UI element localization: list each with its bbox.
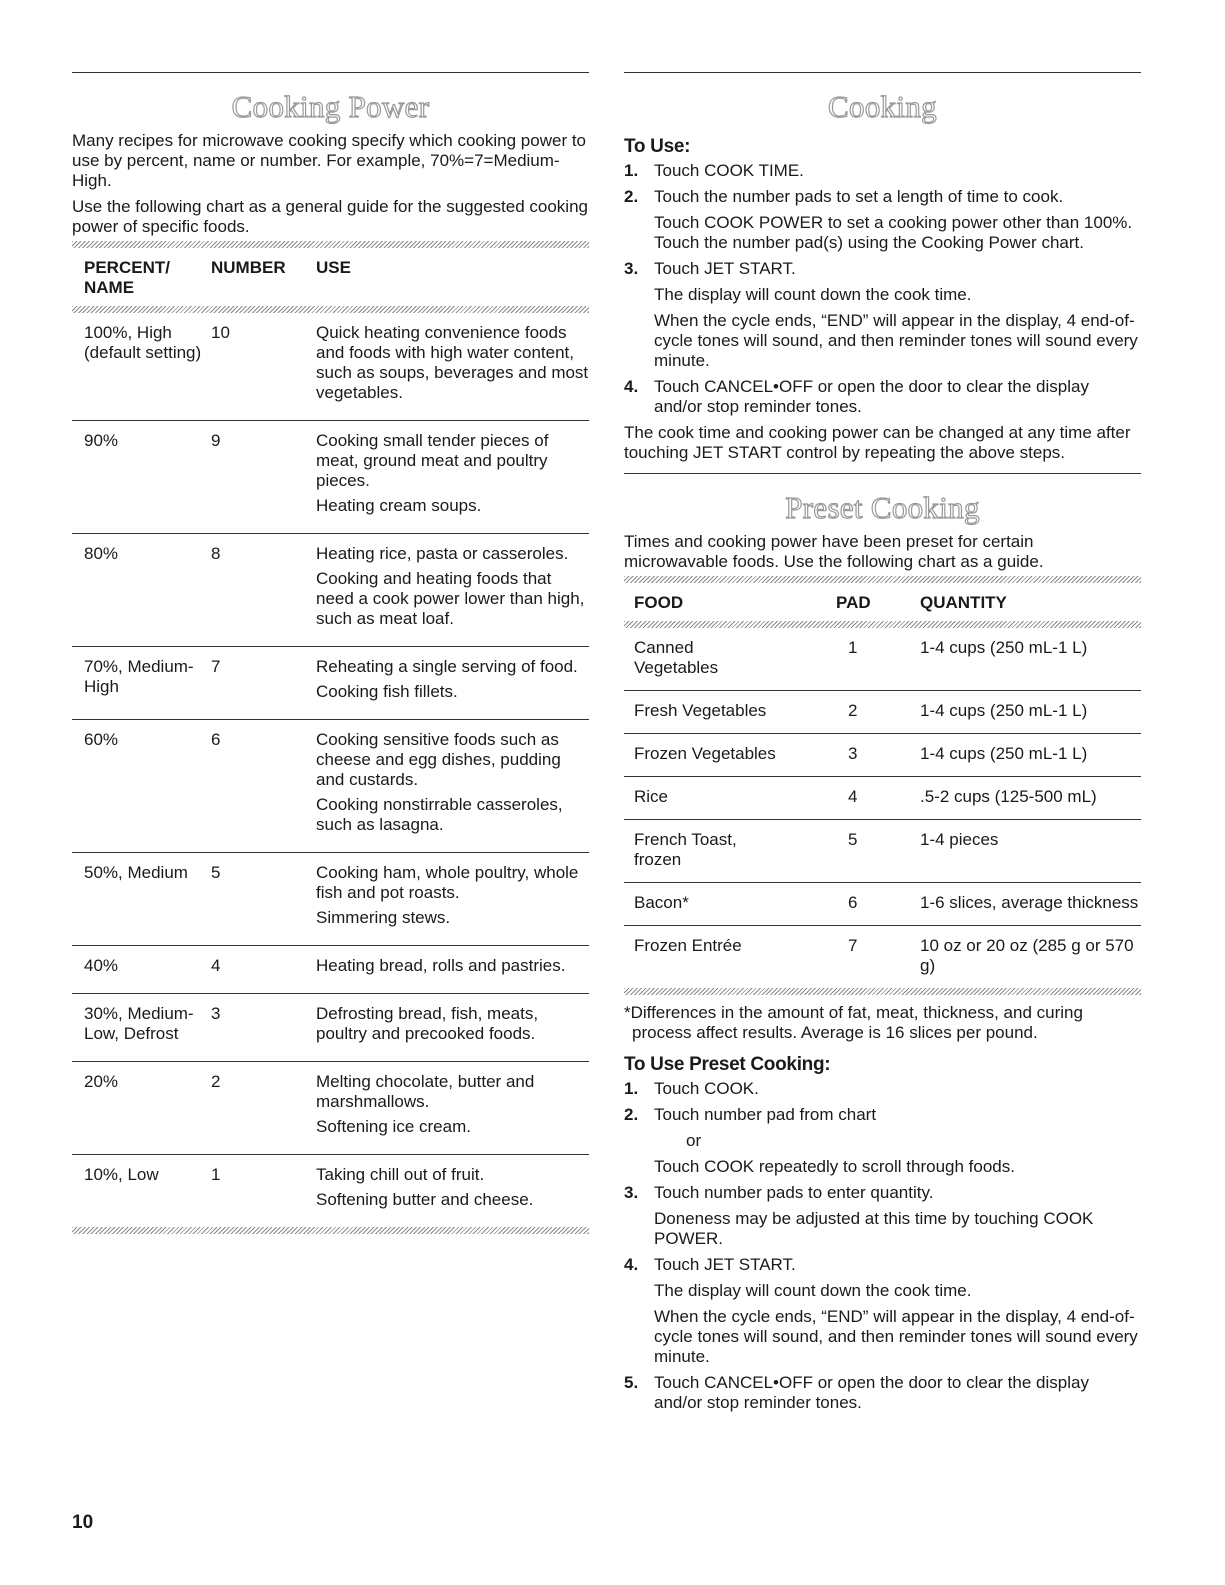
step-item: [624, 1079, 1141, 1099]
percent-cell: 50%, Medium: [72, 853, 211, 946]
preset-steps: [624, 1079, 1141, 1413]
table-row: [72, 1155, 589, 1228]
use-cell: [316, 946, 589, 994]
step-item: [624, 187, 1141, 253]
step-number: 3.: [624, 259, 639, 278]
cooking-power-title: Cooking Power: [231, 89, 430, 124]
section-rule: [624, 473, 1141, 474]
number-cell: 3: [211, 994, 316, 1062]
step-text: Touch number pads to enter quantity.: [654, 1183, 934, 1202]
use-line: Cooking sensitive foods such as cheese and egg dishes, pudding and custards.: [316, 730, 561, 789]
quantity-cell: .5-2 cups (125-500 mL): [920, 777, 1141, 820]
use-line: Softening ice cream.: [316, 1117, 471, 1136]
percent-cell: 40%: [72, 946, 211, 994]
use-cell: [316, 994, 589, 1062]
hatch-divider: [624, 621, 1141, 628]
header-use: USE: [316, 258, 351, 277]
table-row: [624, 691, 1141, 734]
table-row: [72, 421, 589, 534]
percent-cell: 60%: [72, 720, 211, 853]
step-item: [624, 259, 1141, 371]
percent-cell: 30%, Medium-Low, Defrost: [72, 994, 211, 1062]
pad-cell: 7: [848, 936, 858, 955]
use-line: Softening butter and cheese.: [316, 1190, 534, 1209]
hatch-divider: [72, 241, 589, 248]
quantity-cell: 1-6 slices, average thickness: [920, 883, 1141, 926]
step-or: or: [686, 1131, 702, 1150]
footnote-line-1: *Differences in the amount of fat, meat, thickness, and curing: [624, 1003, 1083, 1022]
use-line: Cooking small tender pieces of meat, ground meat and poultry pieces.: [316, 431, 549, 490]
number-cell: 6: [211, 720, 316, 853]
use-line: Cooking nonstirrable casseroles, such as lasagna.: [316, 795, 563, 834]
pad-cell: 4: [836, 777, 920, 820]
header-quantity: QUANTITY: [920, 593, 1007, 612]
food-cell: Canned Vegetables: [624, 628, 836, 691]
table-row: [72, 313, 589, 421]
step-number: 1.: [624, 1079, 639, 1098]
header-food: FOOD: [634, 593, 684, 612]
food-cell: Frozen Vegetables: [624, 734, 836, 777]
table-row: [72, 994, 589, 1062]
use-line: Heating rice, pasta or casseroles.: [316, 544, 569, 563]
use-cell: [316, 534, 589, 647]
page-number: 10: [72, 1512, 94, 1533]
step-text: Touch the number pads to set a length of time to cook.: [654, 187, 1064, 206]
use-line: Cooking and heating foods that need a cook power lower than high, such as meat loaf.: [316, 569, 585, 628]
step-number: 2.: [624, 1105, 639, 1124]
table-row: [624, 820, 1141, 883]
step-text: Touch CANCEL•OFF or open the door to clear the display and/or stop reminder tones.: [654, 1373, 1089, 1412]
hatch-divider: [624, 576, 1141, 583]
step-detail: When the cycle ends, “END” will appear in the display, 4 end-of-cycle tones will sound, and then reminder tones will sound every minute.: [654, 311, 1138, 370]
step-item: [624, 1373, 1141, 1413]
use-line: Heating bread, rolls and pastries.: [316, 956, 566, 975]
table-row: [72, 720, 589, 853]
percent-cell: 100%, High (default setting): [72, 313, 211, 421]
percent-cell: 70%, Medium-High: [72, 647, 211, 720]
step-text: Touch COOK TIME.: [654, 161, 804, 180]
use-line: Reheating a single serving of food.: [316, 657, 578, 676]
use-line: Quick heating convenience foods and foods with high water content, such as soups, beverages and most vegetables.: [316, 323, 589, 402]
use-line: Taking chill out of fruit.: [316, 1165, 485, 1184]
step-item: [624, 1183, 1141, 1249]
quantity-cell: 10 oz or 20 oz (285 g or 570 g): [920, 936, 1134, 975]
food-cell: Fresh Vegetables: [624, 691, 836, 734]
number-cell: 9: [211, 421, 316, 534]
use-line: Heating cream soups.: [316, 496, 482, 515]
cooking-power-table-body: [72, 313, 589, 1227]
step-detail: When the cycle ends, “END” will appear in the display, 4 end-of-cycle tones will sound, and then reminder tones will sound every minute.: [654, 1307, 1138, 1366]
step-number: 1.: [624, 161, 639, 180]
use-cell: [316, 313, 589, 421]
table-row: [624, 628, 1141, 691]
use-cell: [316, 421, 589, 534]
step-text: Touch JET START.: [654, 1255, 796, 1274]
hatch-divider: [72, 1227, 589, 1234]
cooking-power-table: [72, 248, 589, 1227]
hatch-divider: [624, 988, 1141, 995]
use-line: Simmering stews.: [316, 908, 451, 927]
preset-table: [624, 583, 1141, 988]
use-cell: [316, 647, 589, 720]
use-cell: [316, 1155, 589, 1228]
table-row: [624, 926, 1141, 989]
step-text: Touch JET START.: [654, 259, 796, 278]
table-header-row: [624, 583, 1141, 621]
food-cell: French Toast, frozen: [624, 820, 836, 883]
use-line: Melting chocolate, butter and marshmallows.: [316, 1072, 535, 1111]
cooking-steps: [624, 161, 1141, 417]
step-number: 2.: [624, 187, 639, 206]
use-cell: [316, 720, 589, 853]
cooking-section: [624, 72, 1141, 1419]
step-item: [624, 1255, 1141, 1367]
step-item: [624, 377, 1141, 417]
hatch-divider: [72, 306, 589, 313]
table-row: [72, 853, 589, 946]
step-text: Touch number pad from chart: [654, 1105, 877, 1124]
bacon-footnote: [624, 1003, 1141, 1043]
number-cell: 2: [211, 1062, 316, 1155]
number-cell: 4: [211, 946, 316, 994]
step-item: [624, 161, 1141, 181]
cooking-title: Cooking: [828, 89, 937, 124]
percent-cell: 20%: [72, 1062, 211, 1155]
table-row: [624, 883, 1141, 926]
step-detail: Touch COOK repeatedly to scroll through foods.: [654, 1157, 1015, 1176]
quantity-cell: 1-4 cups (250 mL-1 L): [920, 628, 1141, 691]
preset-table-body: [624, 628, 1141, 988]
step-detail: Doneness may be adjusted at this time by touching COOK POWER.: [654, 1209, 1094, 1248]
footnote-line-2: process affect results. Average is 16 slices per pound.: [632, 1023, 1038, 1042]
use-line: Cooking ham, whole poultry, whole fish and pot roasts.: [316, 863, 579, 902]
pad-cell: 3: [836, 734, 920, 777]
food-cell: Rice: [624, 777, 836, 820]
quantity-cell: 1-4 cups (250 mL-1 L): [920, 691, 1141, 734]
percent-cell: 80%: [72, 534, 211, 647]
preset-cooking-title: Preset Cooking: [785, 490, 980, 525]
preset-intro: Times and cooking power have been preset for certain microwavable foods. Use the following chart as a guide.: [624, 532, 1044, 571]
percent-cell: 90%: [72, 421, 211, 534]
number-cell: 7: [211, 647, 316, 720]
top-rule: [72, 72, 589, 73]
table-row: [72, 1062, 589, 1155]
pad-cell: 2: [836, 691, 920, 734]
use-line: Cooking fish fillets.: [316, 682, 458, 701]
number-cell: 1: [211, 1165, 221, 1184]
header-number: NUMBER: [211, 258, 286, 277]
to-use-preset-heading: To Use Preset Cooking:: [624, 1054, 831, 1075]
cooking-power-intro: Many recipes for microwave cooking specify which cooking power to use by percent, name or number. For example, 70%=7=Medium-High.: [72, 131, 587, 190]
step-item: [624, 1105, 1141, 1177]
table-row: [624, 734, 1141, 777]
step-detail: The display will count down the cook time.: [654, 285, 972, 304]
number-cell: 8: [211, 534, 316, 647]
table-row: [72, 534, 589, 647]
food-cell: Bacon*: [624, 883, 836, 926]
use-cell: [316, 853, 589, 946]
food-cell: Frozen Entrée: [634, 936, 742, 955]
table-header-row: [72, 248, 589, 306]
step-text: Touch COOK.: [654, 1079, 759, 1098]
cooking-power-intro-2: Use the following chart as a general guide for the suggested cooking power of specific foods.: [72, 197, 588, 236]
header-pad: PAD: [836, 593, 871, 612]
step-number: 4.: [624, 1255, 639, 1274]
use-cell: [316, 1062, 589, 1155]
step-number: 4.: [624, 377, 639, 396]
to-use-heading: To Use:: [624, 136, 691, 157]
number-cell: 5: [211, 853, 316, 946]
quantity-cell: 1-4 cups (250 mL-1 L): [920, 734, 1141, 777]
table-row: [72, 946, 589, 994]
percent-cell: 10%, Low: [84, 1165, 159, 1184]
cooking-power-section: [72, 72, 589, 1234]
header-percent: PERCENT/ NAME: [84, 258, 170, 297]
step-number: 3.: [624, 1183, 639, 1202]
pad-cell: 1: [836, 628, 920, 691]
cooking-footer: The cook time and cooking power can be changed at any time after touching JET START control by repeating the above steps.: [624, 423, 1131, 462]
quantity-cell: 1-4 pieces: [920, 820, 1141, 883]
pad-cell: 6: [836, 883, 920, 926]
table-row: [624, 777, 1141, 820]
step-detail: The display will count down the cook time.: [654, 1281, 972, 1300]
step-number: 5.: [624, 1373, 639, 1392]
pad-cell: 5: [836, 820, 920, 883]
step-detail: Touch COOK POWER to set a cooking power other than 100%. Touch the number pad(s) using the Cooking Power chart.: [654, 213, 1133, 252]
use-line: Defrosting bread, fish, meats, poultry and precooked foods.: [316, 1004, 539, 1043]
top-rule: [624, 72, 1141, 73]
number-cell: 10: [211, 313, 316, 421]
step-text: Touch CANCEL•OFF or open the door to clear the display and/or stop reminder tones.: [654, 377, 1089, 416]
table-row: [72, 647, 589, 720]
